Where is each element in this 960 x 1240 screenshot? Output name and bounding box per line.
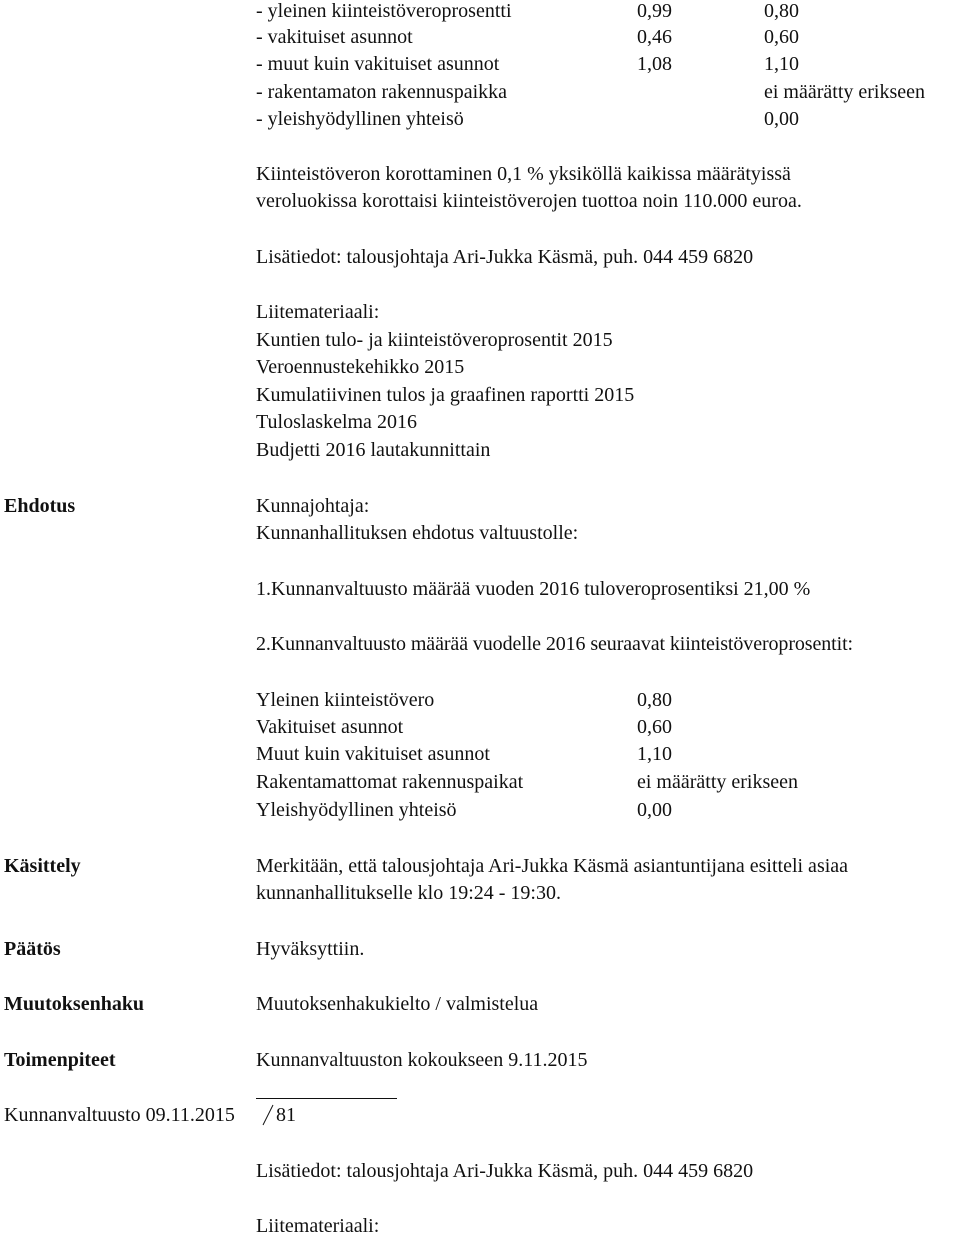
proposal-heading: Ehdotus <box>4 495 76 517</box>
separator-line <box>256 1098 397 1099</box>
section-marker <box>276 1102 296 1129</box>
section-bracket-icon <box>262 1104 274 1126</box>
prev-tax-row-5-label: - yleishyödyllinen yhteisö <box>256 108 464 130</box>
attachment-item: Veroennustekehikko 2015 <box>256 356 465 378</box>
contact-info-2: Lisätiedot: talousjohtaja Ari-Jukka Käsmä, puh. 044 459 6820 <box>256 1160 754 1182</box>
processing-line-1: Merkitään, että talousjohtaja Ari-Jukka Käsmä asiantuntijana esitteli asiaa <box>256 855 849 877</box>
processing-heading: Käsittely <box>4 855 81 877</box>
new-tax-row-3-value: 1,10 <box>637 743 672 765</box>
new-tax-row-1-value: 0,80 <box>637 689 672 711</box>
decision-heading: Päätös <box>4 938 61 960</box>
actions-heading: Toimenpiteet <box>4 1049 116 1071</box>
attachment-item: Kuntien tulo- ja kiinteistöveroprosentit 2015 <box>256 329 613 351</box>
proposal-line-2: Kunnanhallituksen ehdotus valtuustolle: <box>256 522 579 544</box>
prev-tax-row-3-v2: 1,10 <box>764 53 799 75</box>
proposal-line-1: Kunnajohtaja: <box>256 495 370 517</box>
appeal-heading: Muutoksenhaku <box>4 993 145 1015</box>
attachments-heading: Liitemateriaali: <box>256 301 380 323</box>
new-tax-row-2-label: Vakituiset asunnot <box>256 716 404 738</box>
prev-tax-row-2-v2: 0,60 <box>764 26 799 48</box>
new-tax-row-2-value: 0,60 <box>637 716 672 738</box>
proposal-item-2: 2.Kunnanvaltuusto määrää vuodelle 2016 seuraavat kiinteistöveroprosentit: <box>256 633 853 655</box>
prev-tax-row-1-label: - yleinen kiinteistöveroprosentti <box>256 0 512 22</box>
new-tax-row-5-label: Yleishyödyllinen yhteisö <box>256 799 457 821</box>
new-tax-row-4-label: Rakentamattomat rakennuspaikat <box>256 771 524 793</box>
council-reference: Kunnanvaltuusto 09.11.2015 <box>4 1104 235 1126</box>
prev-tax-row-4-v2: ei määrätty erikseen <box>764 81 926 103</box>
increase-note-line-2: veroluokissa korottaisi kiinteistöverojen tuottoa noin 110.000 euroa. <box>256 190 802 212</box>
new-tax-row-3-label: Muut kuin vakituiset asunnot <box>256 743 490 765</box>
attachments-heading-2: Liitemateriaali: <box>256 1215 380 1237</box>
prev-tax-row-1-v1: 0,99 <box>637 0 672 22</box>
prev-tax-row-2-v1: 0,46 <box>637 26 672 48</box>
prev-tax-row-3-v1: 1,08 <box>637 53 672 75</box>
new-tax-row-5-value: 0,00 <box>637 799 672 821</box>
actions-text: Kunnanvaltuuston kokoukseen 9.11.2015 <box>256 1049 588 1071</box>
proposal-item-1: 1.Kunnanvaltuusto määrää vuoden 2016 tuloveroprosentiksi 21,00 % <box>256 578 811 600</box>
section-number: 81 <box>276 1104 296 1126</box>
prev-tax-row-2-label: - vakituiset asunnot <box>256 26 413 48</box>
prev-tax-row-1-v2: 0,80 <box>764 0 799 22</box>
prev-tax-row-3-label: - muut kuin vakituiset asunnot <box>256 53 500 75</box>
attachment-item: Budjetti 2016 lautakunnittain <box>256 439 491 461</box>
new-tax-row-4-value: ei määrätty erikseen <box>637 771 799 793</box>
prev-tax-row-4-label: - rakentamaton rakennuspaikka <box>256 81 508 103</box>
attachment-item: Kumulatiivinen tulos ja graafinen raportti 2015 <box>256 384 635 406</box>
contact-info: Lisätiedot: talousjohtaja Ari-Jukka Käsmä, puh. 044 459 6820 <box>256 246 754 268</box>
appeal-text: Muutoksenhakukielto / valmistelua <box>256 993 539 1015</box>
decision-text: Hyväksyttiin. <box>256 938 365 960</box>
processing-line-2: kunnanhallitukselle klo 19:24 - 19:30. <box>256 882 561 904</box>
new-tax-row-1-label: Yleinen kiinteistövero <box>256 689 435 711</box>
attachment-item: Tuloslaskelma 2016 <box>256 411 417 433</box>
prev-tax-row-5-v2: 0,00 <box>764 108 799 130</box>
increase-note-line-1: Kiinteistöveron korottaminen 0,1 % yksiköllä kaikissa määrätyissä <box>256 163 791 185</box>
